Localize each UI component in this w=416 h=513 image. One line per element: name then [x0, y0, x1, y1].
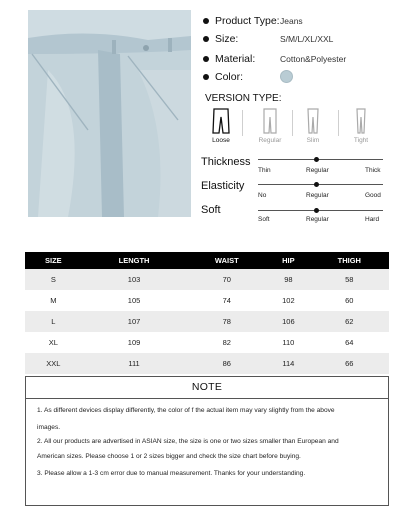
table-cell: 78 [186, 311, 267, 332]
tight-pants-icon [352, 108, 370, 134]
header-waist: WAIST [186, 252, 267, 269]
table-cell: 105 [82, 290, 187, 311]
note-box [25, 376, 389, 506]
table-cell: 103 [82, 269, 187, 290]
spec-key: Material: [215, 53, 256, 65]
table-cell: M [25, 290, 82, 311]
fit-option-loose [204, 108, 238, 144]
fit-label: Slim [306, 137, 320, 144]
divider [292, 110, 293, 136]
slim-pants-icon [304, 108, 322, 134]
scale-mid-label: Regular [306, 167, 329, 174]
scale-low-label: No [258, 192, 267, 199]
header-length: LENGTH [82, 252, 187, 269]
header-thigh: THIGH [310, 252, 389, 269]
scale-line [258, 159, 383, 160]
scale-title: Elasticity [201, 180, 245, 192]
spec-key: Product Type: [215, 15, 280, 27]
note-line: American sizes. Please choose 1 or 2 sizes bigger and check the size chart before buying. [37, 453, 301, 460]
regular-pants-icon [261, 108, 279, 134]
table-cell: 98 [267, 269, 310, 290]
table-cell: 111 [82, 353, 187, 374]
table-row [25, 269, 389, 290]
loose-pants-icon [212, 108, 230, 134]
table-cell: 110 [267, 332, 310, 353]
table-cell: 70 [186, 269, 267, 290]
scale-mid-label: Regular [306, 216, 329, 223]
fit-option-slim [296, 108, 330, 144]
table-cell: 60 [310, 290, 389, 311]
fit-option-tight [344, 108, 378, 144]
spec-key: Size: [215, 33, 239, 45]
scale-high-label: Hard [365, 216, 380, 223]
scale-title: Thickness [201, 156, 251, 168]
table-cell: 107 [82, 311, 187, 332]
note-line: 1. As different devices display differently, the color of f the actual item may vary slightly from the above [37, 407, 335, 414]
scale-title: Soft [201, 204, 221, 216]
table-cell: XXL [25, 353, 82, 374]
table-cell: XL [25, 332, 82, 353]
scale-marker [314, 157, 319, 162]
fit-label: Regular [258, 137, 282, 144]
table-cell: S [25, 269, 82, 290]
table-row [25, 290, 389, 311]
scale-high-label: Thick [365, 167, 381, 174]
fit-label: Tight [353, 137, 369, 144]
bullet-icon [203, 18, 209, 24]
table-cell: 114 [267, 353, 310, 374]
note-title: NOTE [191, 381, 223, 393]
table-cell: 102 [267, 290, 310, 311]
divider [242, 110, 243, 136]
scale-line [258, 184, 383, 185]
scale-marker [314, 182, 319, 187]
table-cell: 86 [186, 353, 267, 374]
fit-option-regular [253, 108, 287, 144]
product-photo [28, 10, 191, 217]
spec-value: S/M/L/XL/XXL [280, 34, 334, 44]
header-size: SIZE [25, 252, 82, 269]
table-cell: 58 [310, 269, 389, 290]
jeans-photo [28, 10, 191, 217]
version-type-title: VERSION TYPE: [205, 93, 282, 104]
table-cell: 64 [310, 332, 389, 353]
table-cell: 62 [310, 311, 389, 332]
scale-high-label: Good [365, 192, 381, 199]
bullet-icon [203, 56, 209, 62]
table-cell: 66 [310, 353, 389, 374]
size-chart-header-row [25, 252, 389, 269]
size-chart-table [25, 252, 389, 374]
fit-label: Loose [212, 137, 230, 144]
note-line: images. [37, 424, 61, 431]
scale-mid-label: Regular [306, 192, 329, 199]
note-divider [26, 398, 388, 399]
table-row [25, 353, 389, 374]
table-row [25, 311, 389, 332]
note-line: 3. Please allow a 1-3 cm error due to manual measurement. Thanks for your understanding. [37, 470, 306, 477]
table-row [25, 332, 389, 353]
scale-low-label: Thin [258, 167, 271, 174]
color-swatch [280, 70, 293, 83]
bullet-icon [203, 36, 209, 42]
bullet-icon [203, 74, 209, 80]
scale-line [258, 210, 383, 211]
spec-value: Jeans [280, 16, 303, 26]
note-line: 2. All our products are advertised in ASIAN size, the size is one or two sizes smaller than European and [37, 438, 339, 445]
header-hip: HIP [267, 252, 310, 269]
divider [338, 110, 339, 136]
table-cell: L [25, 311, 82, 332]
table-cell: 82 [186, 332, 267, 353]
table-cell: 106 [267, 311, 310, 332]
table-cell: 109 [82, 332, 187, 353]
spec-key: Color: [215, 71, 244, 83]
scale-low-label: Soft [258, 216, 270, 223]
scale-marker [314, 208, 319, 213]
table-cell: 74 [186, 290, 267, 311]
spec-value: Cotton&Polyester [280, 54, 347, 64]
